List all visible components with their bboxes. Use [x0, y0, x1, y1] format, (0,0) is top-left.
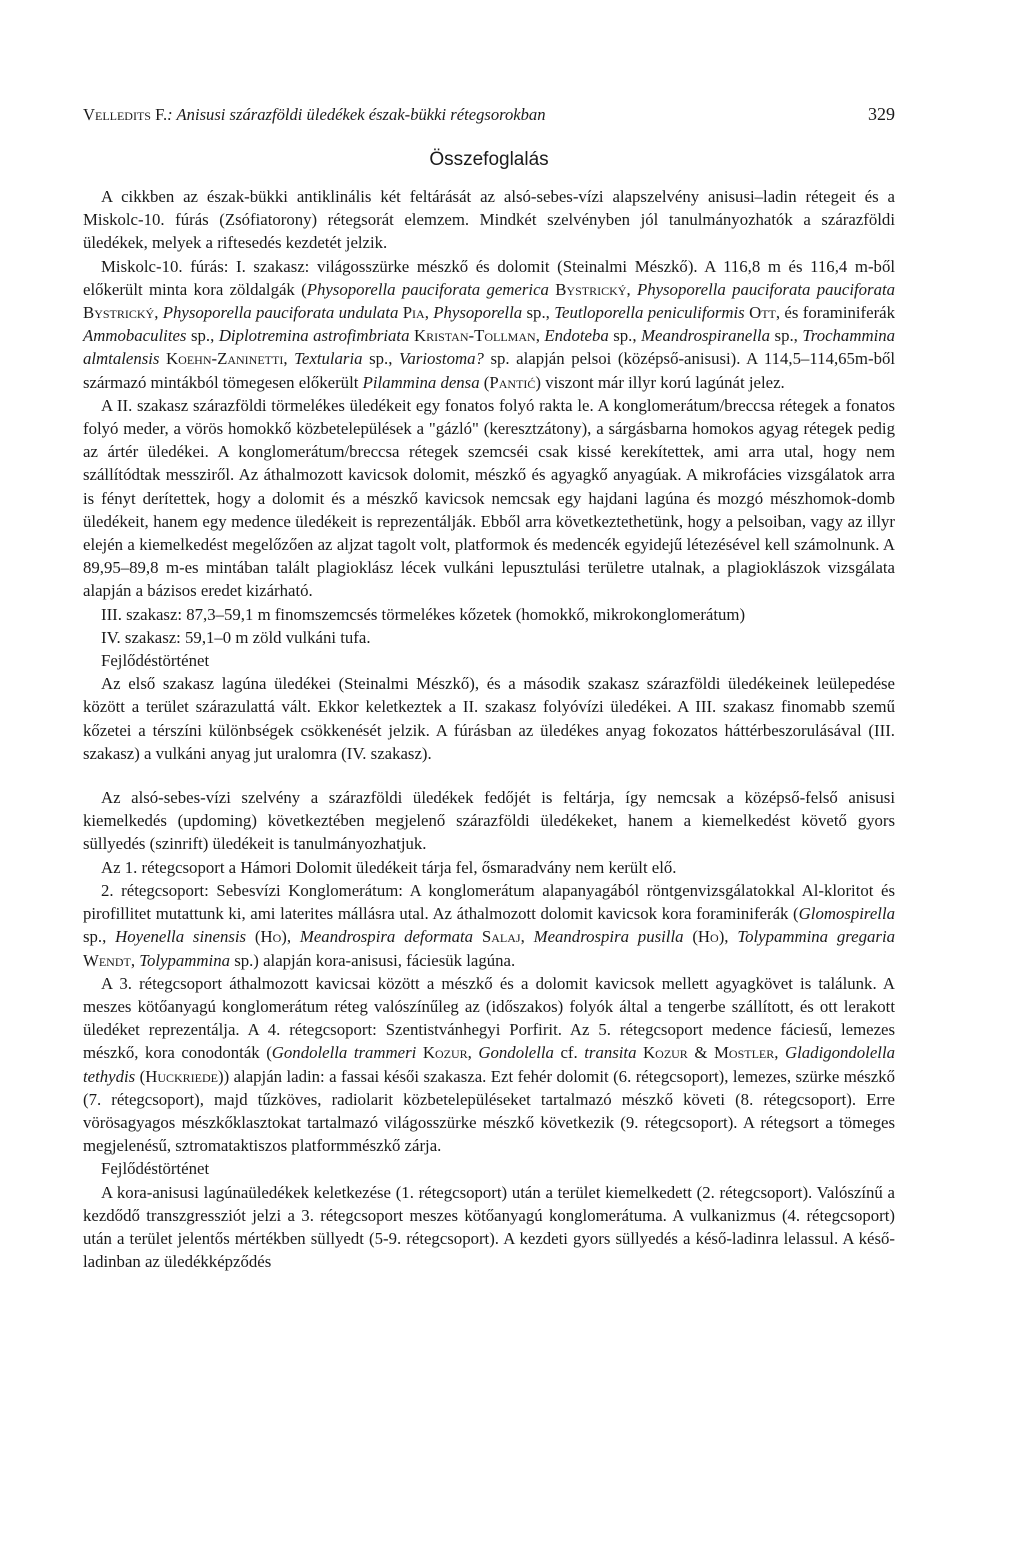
paragraph: Az alsó-sebes-vízi szelvény a szárazföldi üledékek fedőjét is feltárja, így nemcsak a középső-felső anisusi kiemelkedés (updoming) következtében megjelenő szárazföldi üledékeket, hanem a kiemelkedést követő gyors süllyedés (szinrift) üledékeit is tanulmányozhatjuk. [83, 788, 895, 854]
running-head-article-title: Anisusi szárazföldi üledékek észak-bükki rétegsorokban [176, 105, 546, 124]
running-head-title: Velledits F.: Anisusi szárazföldi üledékek észak-bükki rétegsorokban [83, 105, 546, 124]
paragraph: Az 1. rétegcsoport a Hámori Dolomit üledékeit tárja fel, ősmaradvány nem került elő. [101, 857, 677, 877]
section-title: Összefoglalás [429, 149, 549, 170]
paragraph: 2. rétegcsoport: Sebesvízi Konglomerátum: A konglomerátum alapanyagából röntgenvizsgálatokkal Al-kloritot és pirofillitet mutattunk ki, ami laterites mállásra utal. Az áthalmozott dolomit kavicsok kora foraminiferák (Glomospirella sp., Hoyenella sinensis (Ho), Meandrospira deformata Salaj, Meandrospira pusilla (Ho), Tolypammina gregaria Wendt, Tolypammina sp.) alapján kora-anisusi, fáciesük lagúna. [83, 880, 895, 970]
paragraph: IV. szakasz: 59,1–0 m zöld vulkáni tufa. [101, 627, 371, 647]
paragraph: A kora-anisusi lagúnaüledékek keletkezése (1. rétegcsoport) után a terület kiemelkedett (2. rétegcsoport). Valószínű a kezdődő transzgressziót jelzi a 3. rétegcsoport meszes kötőanyagú konglomerátuma. A vulkanizmus (4. rétegcsoport) után a terület jelentős mértékben süllyedt (5-9. rétegcsoport). A kezdeti gyors süllyedés a késő-ladinra lelassul. A késő-ladinban az üledékképződés [83, 1182, 895, 1272]
page-number: 329 [868, 104, 895, 124]
paragraph: Miskolc-10. fúrás: I. szakasz: világosszürke mészkő és dolomit (Steinalmi Mészkő). A 116,8 m és 116,4 m-ből előkerült minta kora zöldalgák (Physoporella pauciforata gemerica Bystrický, Physoporella pauciforata pauciforata Bystrický, Physoporella pauciforata undulata Pia, Physoporella sp., Teutloporella peniculiformis Ott, és foraminiferák Ammobaculites sp., Diplotremina astrofimbriata Kristan-Tollman, Endoteba sp., Meandrospiranella sp., Trochammina almtalensis Koehn-Zaninetti, Textularia sp., Variostoma? sp. alapján pelsoi (középső-anisusi). A 114,5–114,65m-ből származó mintákból tömegesen előkerült Pilammina densa (Pantić) viszont már illyr korú lagúnát jelez. [83, 256, 896, 392]
paragraph: A 3. rétegcsoport áthalmozott kavicsai között a mészkő és a dolomit kavicsok mellett agyagkövet is találunk. A meszes kötőanyagú konglomerátum réteg valószínűleg az (időszakos) folyók által a tengerbe szállított, és ott lerakott üledéket reprezentálja. A 4. rétegcsoport: Szentistvánhegyi Porfirit. Az 5. rétegcsoport medence fáciesű, lemezes mészkő, kora conodonták (Gondolella trammeri Kozur, Gondolella cf. transita Kozur & Mostler, Gladigondolella tethydis (Huckriede)) alapján ladin: a fassai késői szakasza. Ezt fehér dolomit (6. rétegcsoport), lemezes, szürke mészkő (7. rétegcsoport), majd tűzköves, radiolarit közbetelepüléseket tartalmazó mészkő követi (8. rétegcsoport). Erre vörösagyagos mészkőklasztokat tartalmazó világosszürke mészkő következik (9. rétegcsoport). A rétegsort a tömeges megjelenésű, sztromataktiszos platformmészkő zárja. [83, 973, 896, 1156]
running-head-author: Velledits F. [83, 105, 168, 124]
paragraph: A cikkben az észak-bükki antiklinális két feltárását az alsó-sebes-vízi alapszelvény anisusi–ladin rétegeit és a Miskolc-10. fúrás (Zsófiatorony) rétegsorát elemzem. Mindkét szelvényben jól tanulmányozhatók a szárazföldi üledékek, melyek a riftesedés kezdetét jelzik. [83, 187, 895, 253]
paragraph: Az első szakasz lagúna üledékei (Steinalmi Mészkő), és a második szakasz szárazföldi üledékeinek leülepedése között a terület szárazulattá vált. Ekkor keletkeztek a II. szakasz folyóvízi üledékei. A III. szakasz finomabb szemű kőzetei a térszíni különbségek csökkenését jelzik. A fúrásban az üledékes anyag fokozatos háttérbeszorulásával (III. szakasz) a vulkáni anyag jut uralomra (IV. szakasz). [83, 674, 895, 763]
paragraph: A II. szakasz szárazföldi törmelékes üledékeit egy fonatos folyó rakta le. A konglomerátum/breccsa rétegek a fonatos folyó meder, a vörös homokkő közbetelepülések a "gázló" (keresztzátony), a sárgásbarna homokos agyag rétegek pedig az ártér üledékei. A konglomerátum/breccsa rétegek szemcséi csak kissé kerekítettek, ami arra utal, hogy nem szállítódtak messziről. Az áthalmozott kavicsok dolomit, mészkő és agyagkő anyagúak. A mikrofácies vizsgálatok arra is fényt derítettek, hogy a dolomit és a mészkő kavicsok nemcsak egy hajdani lagúna és mozgó mészhomok-domb üledékeit, hanem egy medence üledékeit is reprezentálják. Ebből arra következtethetünk, hogy a pelsoiban, vagy az illyr elején a kiemelkedést megelőzően az aljzat tagolt volt, platformok és medencék egyidejű létezésével kell számolnunk. A 89,95–89,8 m-es mintában talált plagioklász lécek vulkáni lepusztulási területre utalnak, a plagioklászok vizsgálata alapján a bázisos eredet kizárható. [83, 395, 895, 601]
paragraph: Fejlődéstörténet [101, 651, 210, 671]
paragraph: III. szakasz: 87,3–59,1 m finomszemcsés törmelékes kőzetek (homokkő, mikrokonglomerátum) [101, 604, 746, 624]
running-head [83, 103, 895, 126]
body-text [83, 185, 895, 1273]
paragraph: Fejlődéstörténet [101, 1159, 210, 1179]
